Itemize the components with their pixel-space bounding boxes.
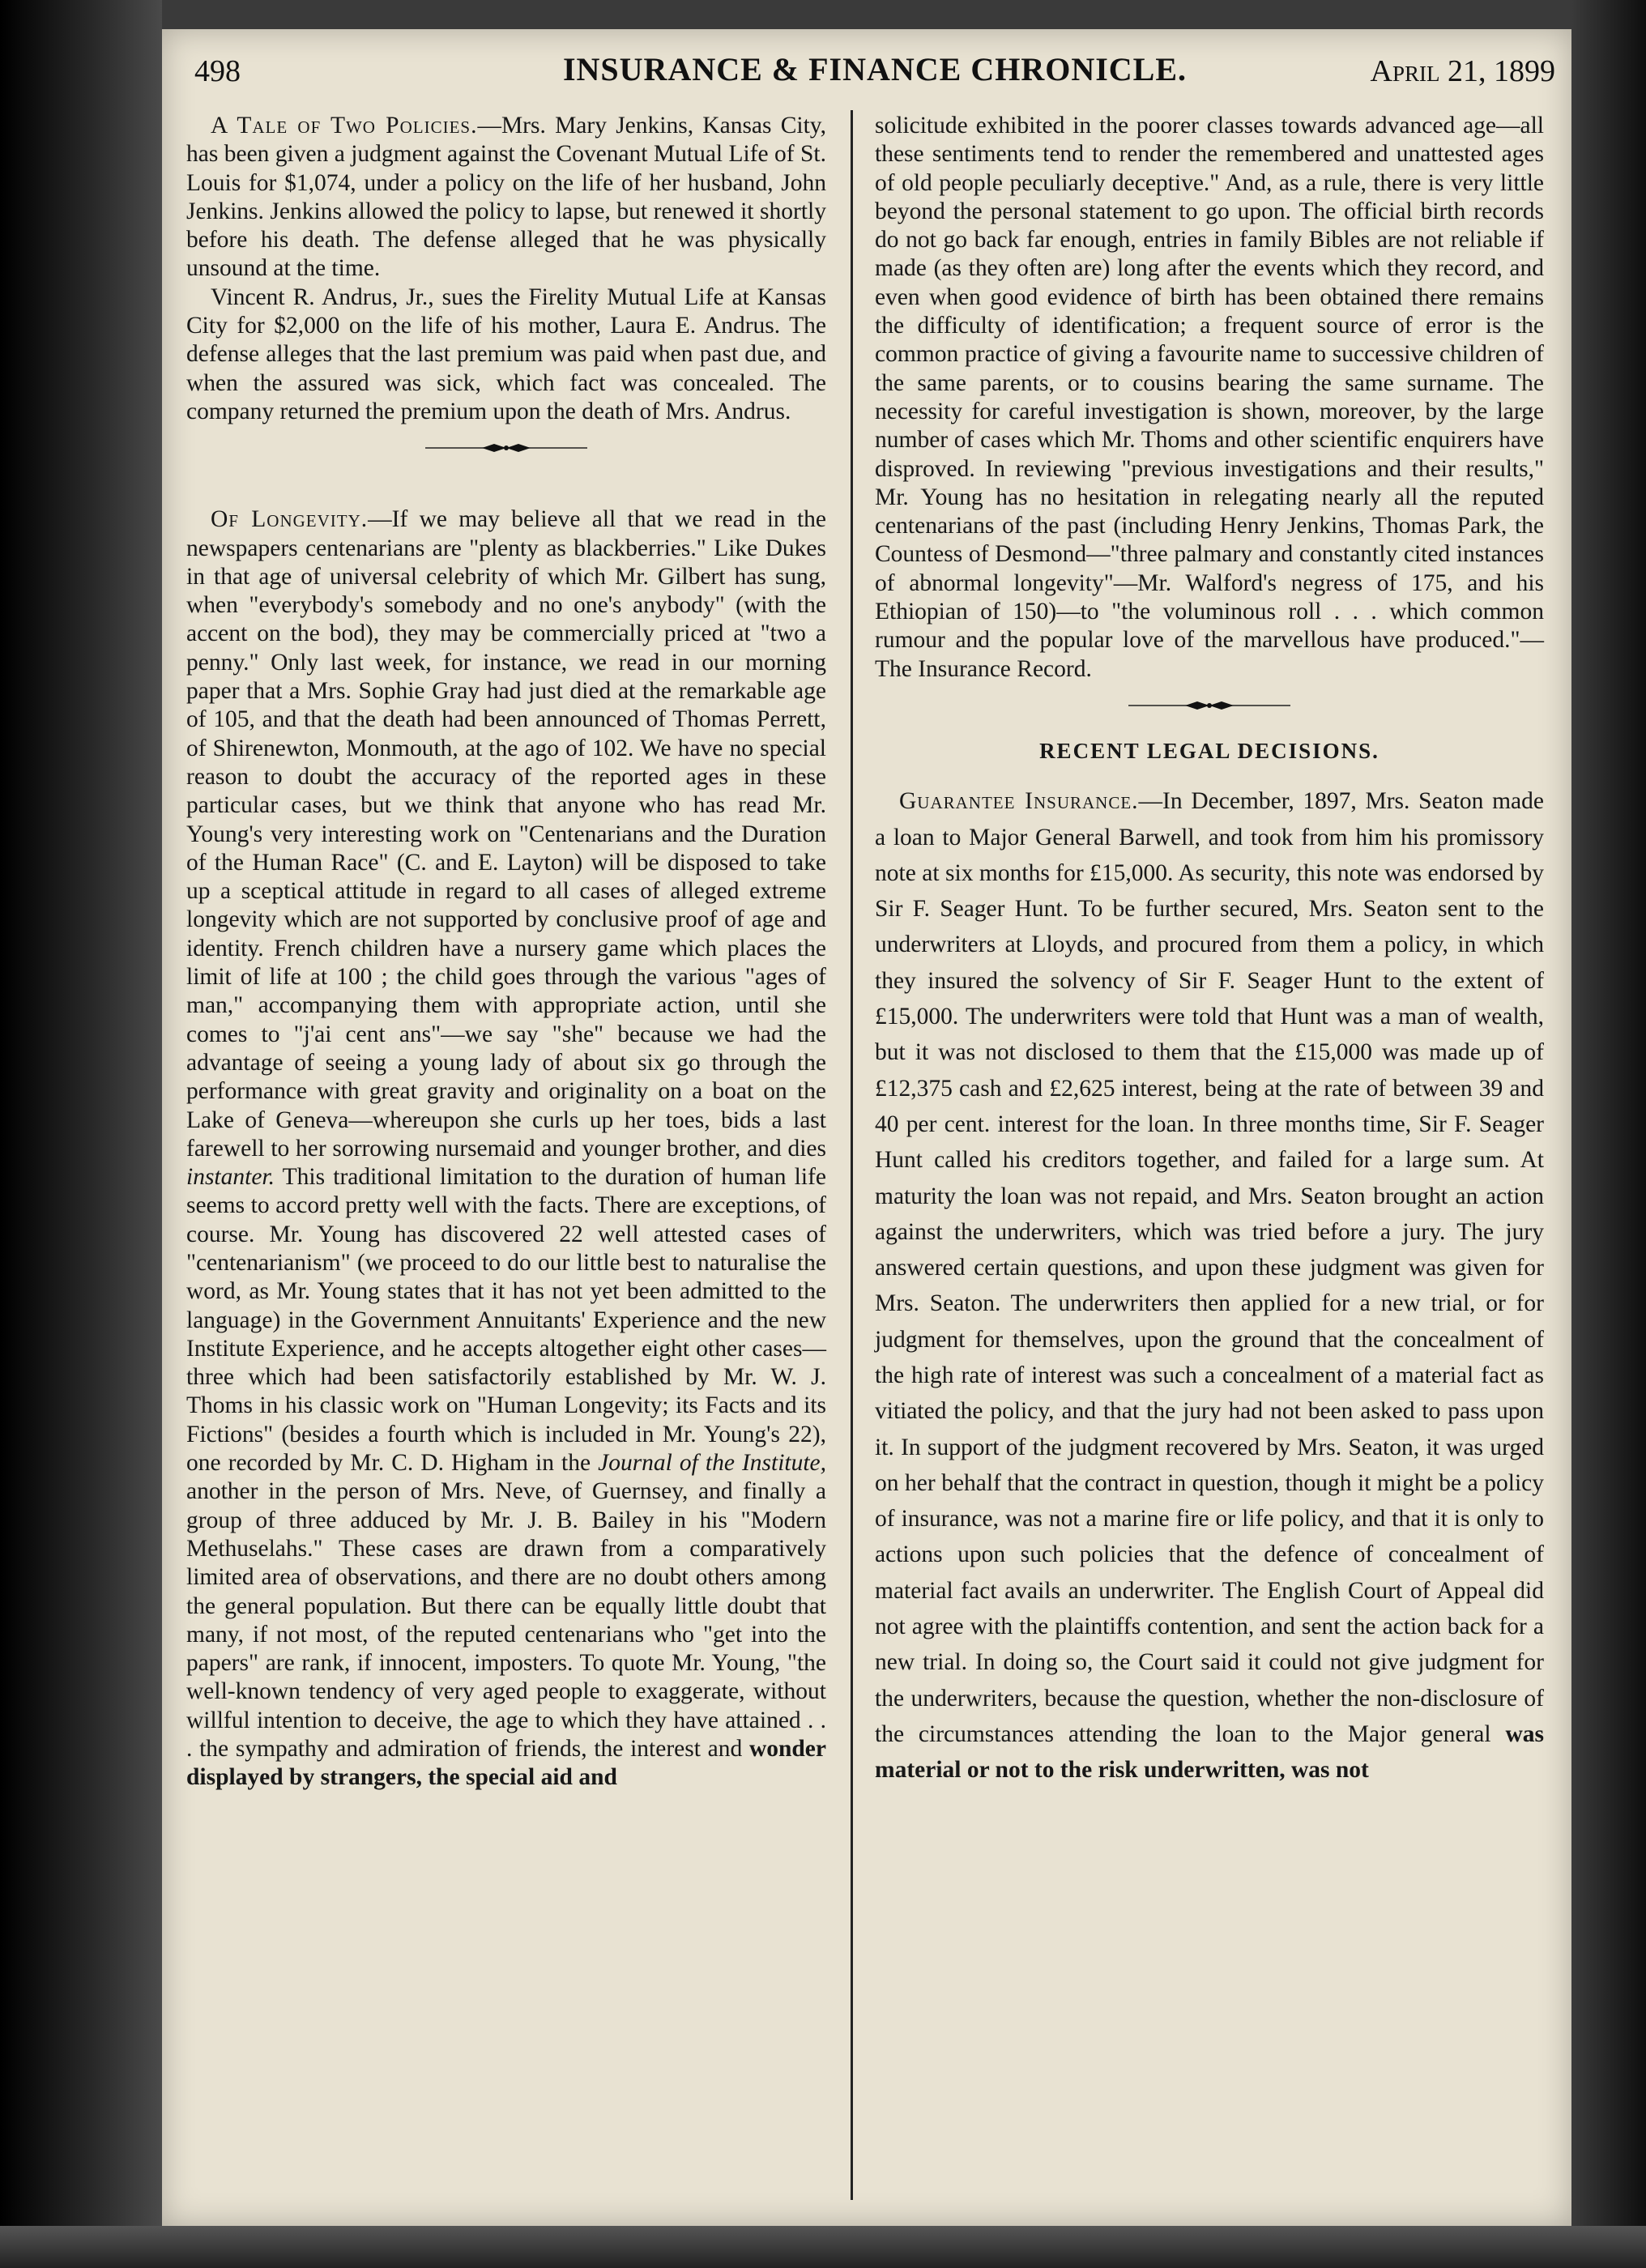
scan-left-border — [0, 0, 162, 2268]
ornamental-divider — [425, 441, 587, 455]
article-tale-of-two-policies — [186, 112, 826, 426]
article-text-bold: wonder displayed by strangers, the special aid and — [186, 1736, 826, 1791]
article-paragraph: Vincent R. Andrus, Jr., sues the Firelity Mutual Life at Kansas City for $2,000 on the life of his mother, Laura E. Andrus. The defense alleges that the last premium was paid when past due, and when the assured was sick, which fact was concealed. The company returned the premium upon the death of Mrs. Andrus. — [186, 284, 826, 424]
scan-bottom-border — [0, 2226, 1646, 2268]
italic-word: instanter. — [186, 1164, 275, 1191]
journal-name: Journal of the Institute, — [598, 1450, 827, 1477]
page-number: 498 — [194, 54, 241, 88]
article-guarantee-insurance — [875, 783, 1544, 1788]
article-title: Of Longevity. — [211, 506, 369, 533]
article-text: This traditional limitation to the duration of human life seems to accord pretty well with the facts. There are exceptions, of course. Mr. Young has discovered 22 well attested cases of "centenarianism" (we proceed to do our little best to naturalise the word, as Mr. Young states that it has not yet been admitted to the language) in the Government Annuitants' Experience and the new Institute Experience, and he accepts altogether eight other cases—three which had been satisfactorily established by Mr. W. J. Thoms in his classic work on "Human Longevity; its Facts and its Fictions" (besides a fourth which is included in Mr. Young's 22), one recorded by Mr. C. D. Higham in the — [186, 1164, 826, 1477]
ornamental-divider — [1128, 698, 1290, 713]
journal-title: INSURANCE & FINANCE CHRONICLE. — [562, 51, 1188, 87]
article-text: —If we may believe all that we read in the newspapers centenarians are "plenty as blackberries." Like Dukes in that age of universal celebrity of which Mr. Gilbert has sung, when "everybody's somebody and no one's anybody" (with the accent on the bod), they may be commercially priced at "two a penny." Only last week, for instance, we read in our morning paper that a Mrs. Sophie Gray had just died at the remarkable age of 105, and that the death had been announced of Thomas Perrett, of Shirenewton, Monmouth, at the ago of 102. We have no special reason to doubt the accuracy of the reported ages in these particular cases, but we think that anyone who has read Mr. Young's very interesting work on "Centenarians and the Duration of the Human Race" (C. and E. Layton) will be disposed to take up a sceptical attitude in regard to all cases of alleged extreme longevity which are not supported by conclusive proof of age and identity. French children have a nursery game which places the limit of life at 100 ; the child goes through the various "ages of man," accompanying them with appropriate action, until she comes to "j'ai cent ans"—we say "she" because we had the advantage of seeing a young lady of about six go through the performance with great gravity and originality on a boat on the Lake of Geneva—whereupon she curls up her toes, bids a last farewell to her sorrowing nursemaid and younger brother, and dies — [186, 506, 827, 1162]
issue-date: April 21, 1899 — [1370, 54, 1555, 88]
page-header — [194, 44, 1555, 92]
article-title: Guarantee Insurance. — [899, 788, 1139, 815]
article-text: —Mrs. Mary Jenkins, Kansas City, has been given a judgment against the Covenant Mutual Life of St. Louis for $1,074, under a policy on the life of her husband, John Jenkins. Jenkins allowed the policy to lapse, but renewed it shortly before his death. The defense alleged that he was physically unsound at the time. — [186, 113, 826, 282]
article-of-longevity — [186, 505, 826, 1792]
article-text: another in the person of Mrs. Neve, of Guernsey, and finally a group of three adduced by Mr. J. B. Bailey in his "Modern Methuselahs." These cases are drawn from a comparatively limited area of observations, and there are no doubt others among the general population. But there can be equally little doubt that many, if not most, of the reputed centenarians who "get into the papers" are rank, if innocent, imposters. To quote Mr. Young, "the well-known tendency of very aged people to exaggerate, without willful intention to deceive, the age to which they have attained . . . the sympathy and admiration of friends, the interest and — [186, 1478, 826, 1763]
article-title: A Tale of Two Policies. — [211, 113, 478, 139]
column-divider-rule — [851, 110, 853, 2200]
right-column — [875, 112, 1544, 1788]
newspaper-page — [162, 29, 1571, 2226]
article-paragraph — [186, 505, 826, 1792]
article-continuation: solicitude exhibited in the poorer classes towards advanced age—all these sentiments tend to render the remembered and unattested ages of old people peculiarly deceptive." And, as a rule, there is very little beyond the personal statement to go upon. The official birth records do not go back far enough, entries in family Bibles are not reliable if made (as they often are) long after the events which they record, and even when good evidence of birth has been obtained there remains the difficulty of identification; a frequent source of error is the common practice of giving a favourite name to successive children of the same parents, or to cousins bearing the same surname. The necessity for careful investigation is shown, moreover, by the large number of cases which Mr. Thoms and other scientific enquirers have disproved. In reviewing "previous investigations and their results," Mr. Young has no hesitation in relegating nearly all the reputed centenarians of the past (including Henry Jenkins, Thomas Park, the Countess of Desmond—"three palmary and constantly cited instances of abnormal longevity"—Mr. Walford's negress of 175, and his Ethiopian of 150)—to "the voluminous roll . . . which common rumour and the popular love of the marvellous have produced."— The Insurance Record. — [875, 113, 1544, 682]
article-paragraph — [186, 112, 826, 284]
section-heading: RECENT LEGAL DECISIONS. — [1039, 738, 1379, 763]
article-text-bold: was material or not to the risk underwritten, was not — [875, 1720, 1544, 1784]
left-column — [186, 112, 826, 1793]
scan-right-border — [1571, 0, 1646, 2268]
article-text: —In December, 1897, Mrs. Seaton made a loan to Major General Barwell, and took from him his promissory note at six months for £15,000. As security, this note was endorsed by Sir F. Seager Hunt. To be further secured, Mrs. Seaton sent to the underwriters at Lloyds, and procured from them a policy, in which they insured the solvency of Sir F. Seager Hunt to the extent of £15,000. The underwriters were told that Hunt was a man of wealth, but it was not disclosed to them that the £15,000 was made up of £12,375 cash and £2,625 interest, being at the rate of between 39 and 40 per cent. interest for the loan. In three months time, Sir F. Seager Hunt called his creditors together, and failed for a large sum. At maturity the loan was not repaid, and Mrs. Seaton brought an action against the underwriters, which was tried before a jury. The jury answered certain questions, and upon these judgment was given for Mrs. Seaton. The underwriters then applied for a new trial, or for judgment for themselves, upon the ground that the concealment of the high rate of interest was such a concealment of a material fact as vitiated the policy, and that the jury had not been asked to pass upon it. In support of the judgment recovered by Mrs. Seaton, it was urged on her behalf that the contract in question, though it might be a policy of insurance, was not a marine fire or life policy, and that it is only to actions upon such policies that the defence of concealment of material fact avails an underwriter. The English Court of Appeal did not agree with the plaintiffs contention, and sent the action back for a new trial. In doing so, the Court said it could not give judgment for the underwriters, because the question, whether the non-disclosure of the circumstances attending the loan to the Major general — [875, 788, 1544, 1747]
article-paragraph — [875, 783, 1544, 1788]
scan-top-border — [0, 0, 1646, 29]
